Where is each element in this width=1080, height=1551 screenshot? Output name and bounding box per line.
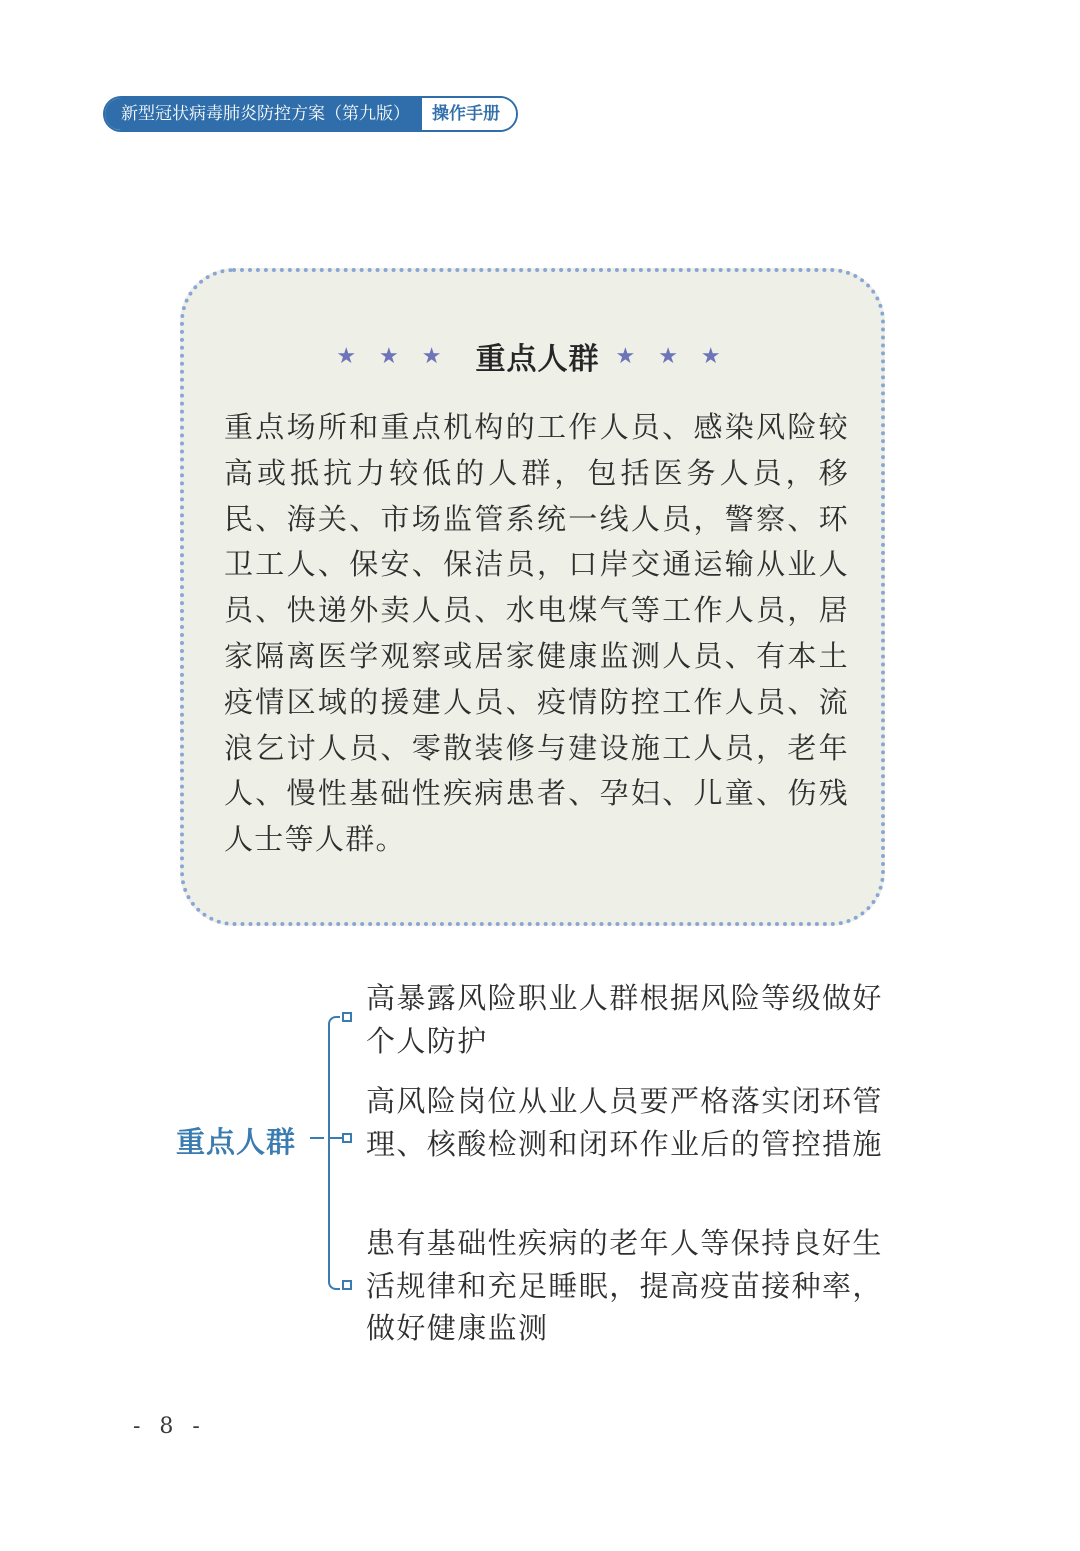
header-subtitle: 操作手册 xyxy=(422,98,516,130)
mindmap-node-3 xyxy=(342,1280,352,1290)
mindmap-bracket xyxy=(328,1016,340,1290)
mindmap-item-2: 高风险岗位从业人员要严格落实闭环管理、核酸检测和闭环作业后的管控措施 xyxy=(366,1084,883,1161)
star-icon-left: ★ ★ ★ xyxy=(336,343,450,369)
page-number: - 8 - xyxy=(133,1414,206,1439)
header-banner xyxy=(103,96,518,132)
mindmap-node-1 xyxy=(342,1012,352,1022)
key-groups-box xyxy=(180,268,885,926)
mindmap-connector xyxy=(310,1137,324,1139)
mindmap-root-label: 重点人群 xyxy=(176,1125,297,1159)
mindmap-item-3: 患有基础性疾病的老年人等保持良好生活规律和充足睡眠，提高疫苗接种率，做好健康监测 xyxy=(366,1226,883,1345)
star-icon-right: ★ ★ ★ xyxy=(615,343,729,369)
box-heading xyxy=(184,334,881,378)
header-title: 新型冠状病毒肺炎防控方案（第九版） xyxy=(105,98,422,130)
box-title: 重点人群 xyxy=(475,342,600,377)
box-body-text: 重点场所和重点机构的工作人员、感染风险较高或抵抗力较低的人群，包括医务人员，移民、海关、市场监管系统一线人员，警察、环卫工人、保安、保洁员，口岸交通运输从业人员、快递外卖人员、水电煤气等工作人员，居家隔离医学观察或居家健康监测人员、有本土疫情区域的援建人员、疫情防控工作人员、流浪乞讨人员、零散装修与建设施工人员，老年人、慢性基础性疾病患者、孕妇、儿童、伤残人士等人群。 xyxy=(224,410,849,857)
mindmap-item-1: 高暴露风险职业人群根据风险等级做好个人防护 xyxy=(366,981,883,1058)
mindmap-node-2 xyxy=(342,1133,352,1143)
